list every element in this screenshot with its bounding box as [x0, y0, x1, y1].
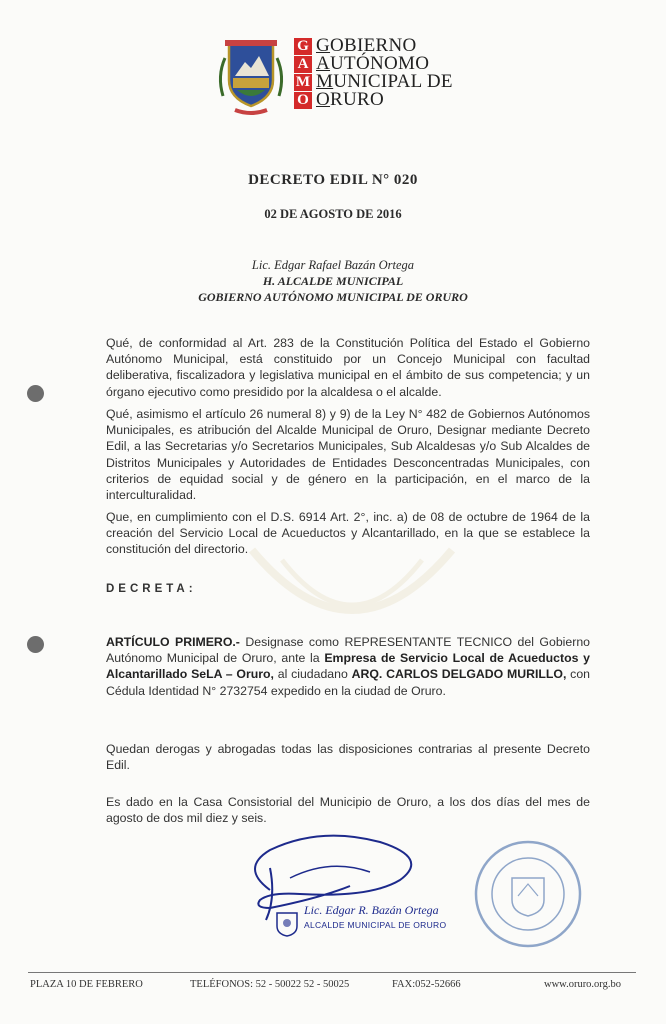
whereas-paragraph-1: Qué, de conformidad al Art. 283 de la Constitución Política del Estado el Gobierno Autónomo Municipal, está constituido por un Concejo Municipal con facultad deliberativa, fiscalizadora y legislativa municipal en el ámbito de sus competencia; y un órgano ejecutivo como presidido por la alcaldesa o el alcalde. — [106, 336, 590, 399]
article-first: ARTÍCULO PRIMERO.- Designase como REPRESENTANTE TECNICO del Gobierno Autónomo Municipal de Oruro, ante la Empresa de Servicio Local de Acueductos y Alcantarillado SeLA – Oruro, al ciudadano ARQ. CARLOS DELGADO MURILLO, con Cédula Identidad N° 2732754 expedido en la ciudad de Oruro. — [106, 635, 591, 698]
official-round-seal-icon — [472, 838, 584, 950]
small-seal-icon — [274, 910, 300, 938]
footer-divider — [28, 972, 636, 973]
decree-date: 02 DE AGOSTO DE 2016 — [264, 207, 402, 221]
decreta-heading: DECRETA: — [106, 583, 197, 595]
footer-fax: FAX:052-52666 — [392, 979, 461, 990]
signer-name: Lic. Edgar Rafael Bazán Ortega — [251, 258, 415, 272]
logo-letter: G — [294, 38, 312, 55]
company-name: Empresa de Servicio Local de Acueductos y Alcantarillado SeLA – Oruro, — [106, 651, 590, 682]
logo-letter: M — [295, 74, 311, 90]
signature-stamp-name: Lic. Edgar R. Bazán Ortega — [304, 903, 439, 917]
logo-letter: A — [294, 56, 312, 73]
logo-word: AUTÓNOMO — [316, 53, 430, 74]
signer-role: H. ALCALDE MUNICIPAL — [262, 274, 404, 288]
whereas-paragraph-2: Qué, asimismo el artículo 26 numeral 8) y 9) de la Ley N° 482 de Gobiernos Autónomos Municipales, es atribución del Alcalde Municipal de Oruro, Designar mediante Decreto Edil, a las Secretarias y/o Secretarios Municipales, Sub Alcaldesas y/o Sub Alcaldes de Distritos Municipales y Autoridades de Entidades Desconcentradas Municipales, con criterios de equidad social y de género en la participación, en el marco de la interculturalidad. — [106, 407, 590, 503]
logo-word: MUNICIPAL DE — [316, 71, 453, 92]
footer-website: www.oruro.org.bo — [544, 979, 621, 990]
appointee-name: ARQ. CARLOS DELGADO MURILLO, — [351, 667, 567, 682]
logo-word: ORURO — [316, 89, 385, 110]
signature-stamp-role: ALCALDE MUNICIPAL DE ORURO — [304, 920, 447, 930]
logo-word: GOBIERNO — [316, 35, 417, 56]
gamo-logo — [294, 38, 312, 110]
binder-hole — [27, 385, 44, 402]
given-at-paragraph: Es dado en la Casa Consistorial del Municipio de Oruro, a los dos días del mes de agosto de dos mil diez y seis. — [106, 795, 590, 826]
logo-letter: O — [294, 92, 312, 109]
signer-government: GOBIERNO AUTÓNOMO MUNICIPAL DE ORURO — [198, 290, 468, 304]
footer-address: PLAZA 10 DE FEBRERO — [30, 979, 143, 990]
binder-hole — [27, 636, 44, 653]
whereas-paragraph-3: Que, en cumplimiento con el D.S. 6914 Art. 2°, inc. a) de 08 de octubre de 1964 de la creación del Servicio Local de Acueductos y Alcantarillado, en la que se establece la constitución del directorio. — [106, 510, 590, 557]
institution-name — [316, 37, 453, 109]
footer-phones: TELÉFONOS: 52 - 50022 52 - 50025 — [190, 979, 350, 990]
coat-of-arms-icon — [215, 36, 287, 118]
article-label: ARTÍCULO PRIMERO.- — [106, 635, 240, 649]
repeal-paragraph: Quedan derogas y abrogadas todas las disposiciones contrarias al presente Decreto Edil. — [106, 742, 590, 773]
decree-title: DECRETO EDIL N° 020 — [248, 172, 418, 188]
